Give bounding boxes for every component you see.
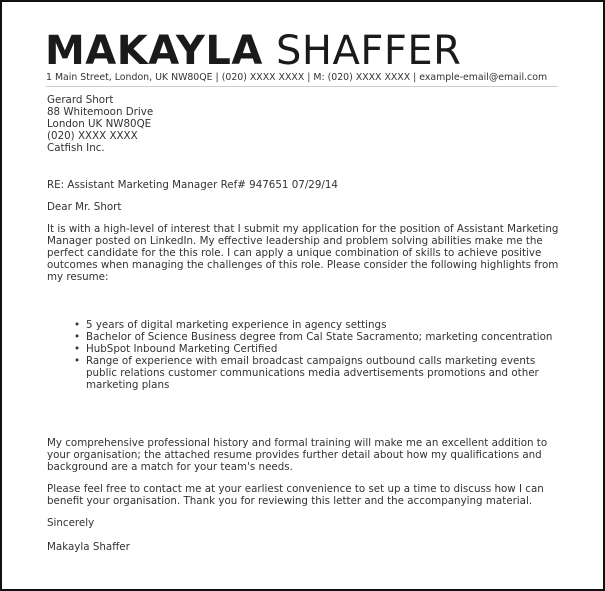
body-paragraph: My comprehensive professional history and formal training will make me an excellent addition to your organisation; the attached resume provides further detail about how my qualifications and background are a match for your team's needs. [47,437,548,473]
intro-paragraph: It is with a high-level of interest that I submit my application for the position of Assistant Marketing Manager posted on LinkedIn. My effective leadership and problem solving abilities make me the perfect candidate for the this role. I can apply a unique combination of skills to achieve positive outcomes when managing the challenges of this role. Please consider the following highlights from my resume: [47,223,559,283]
salutation: Dear Mr. Short [47,201,122,213]
recipient-address [47,94,567,154]
recipient-street: 88 Whitemoon Drive [47,106,154,118]
first-name: MAKAYLA [45,28,263,74]
contact-line: 1 Main Street, London, UK NW80QE | (020) XXXX XXXX | M: (020) XXXX XXXX | example-email@email.com [46,72,548,83]
recipient-phone: (020) XXXX XXXX [47,130,138,142]
list-item: • Bachelor of Science Business degree from Cal State Sacramento; marketing concentration [86,331,566,343]
followup-paragraph: Please feel free to contact me at your earliest convenience to set up a time to discuss how I can benefit your organisation. Thank you for reviewing this letter and the accompanying material. [47,483,544,507]
header-divider [46,86,558,87]
last-name: SHAFFER [276,28,462,74]
recipient-name: Gerard Short [47,94,114,106]
reference-line: RE: Assistant Marketing Manager Ref# 947651 07/29/14 [47,179,338,191]
highlights-list [86,319,566,391]
closing: Sincerely [47,517,95,529]
signature: Makayla Shaffer [47,541,130,553]
list-item: • 5 years of digital marketing experience in agency settings [86,319,566,331]
recipient-city: London UK NW80QE [47,118,152,130]
recipient-company: Catfish Inc. [47,142,105,154]
list-item: • Range of experience with email broadcast campaigns outbound calls marketing events public relations customer communications media advertisements promotions and other marketing plans [86,355,566,391]
applicant-name [45,29,461,73]
list-item: • HubSpot Inbound Marketing Certified [86,343,566,355]
